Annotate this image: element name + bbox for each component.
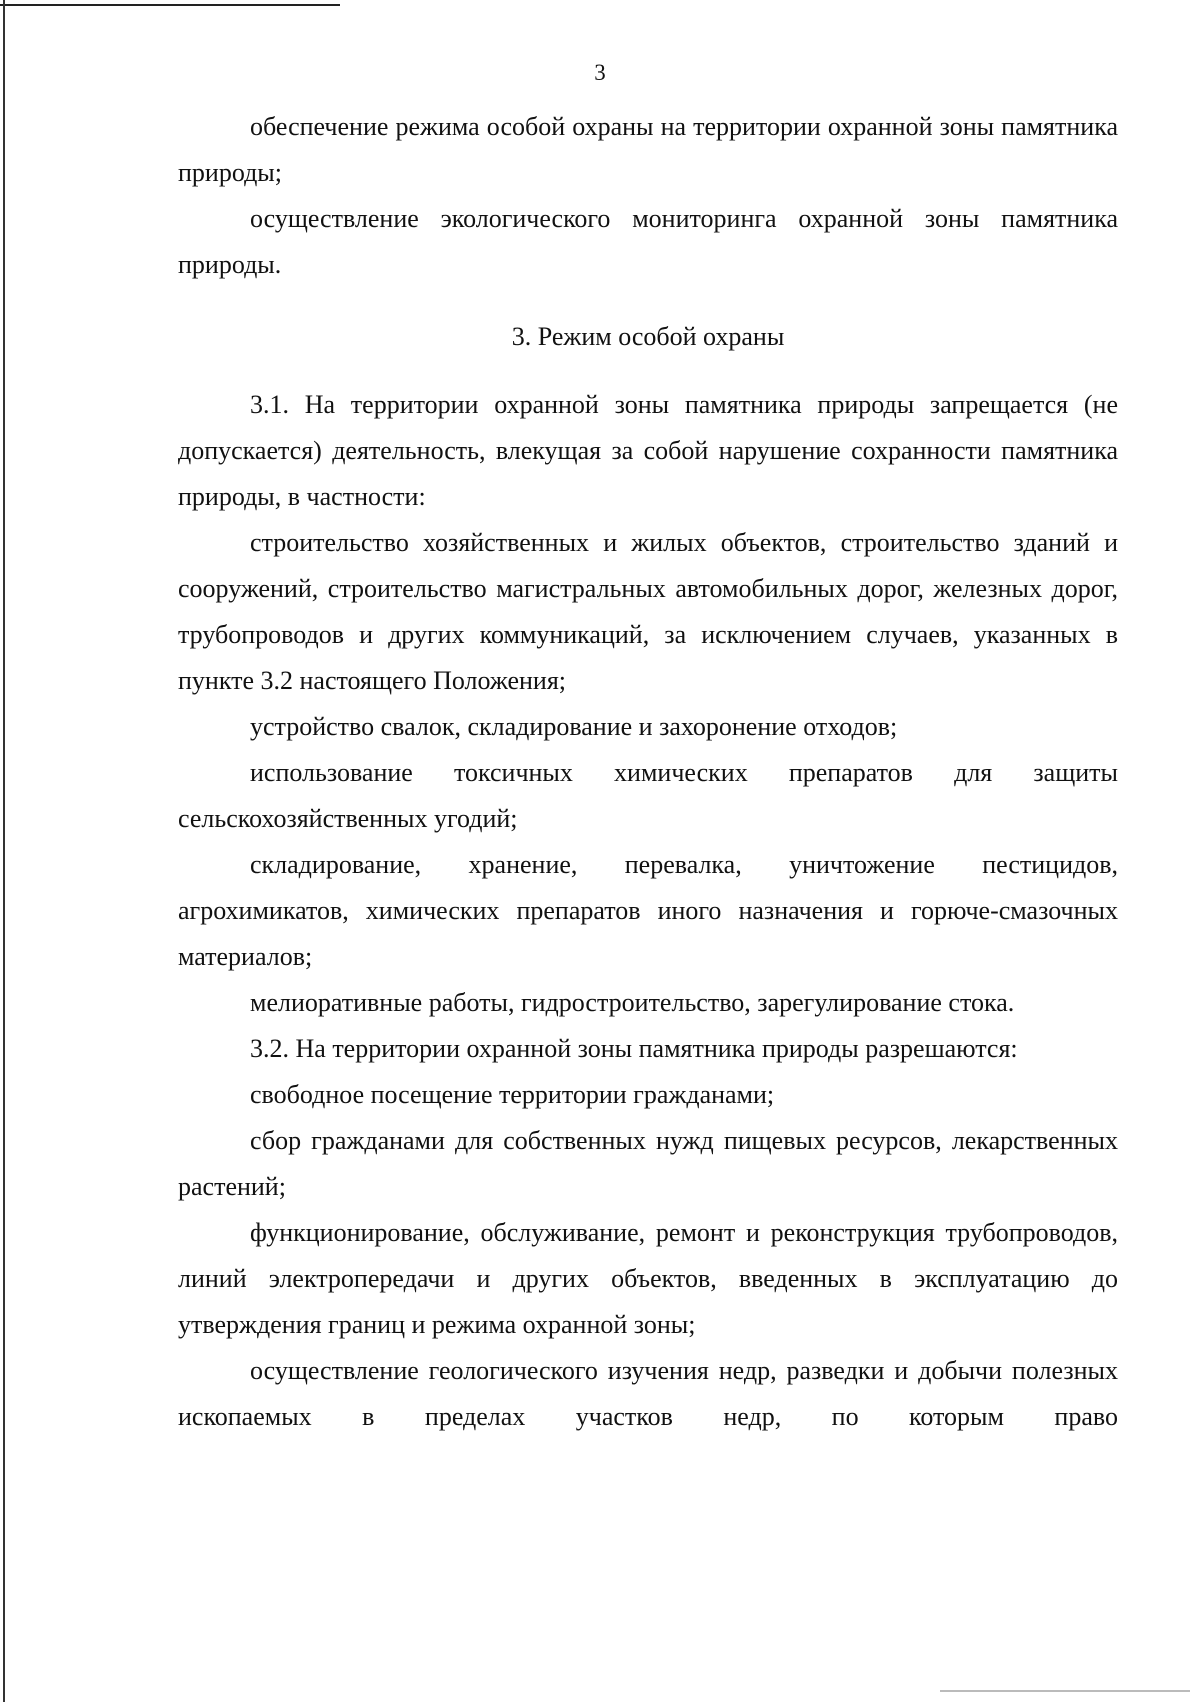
paragraph: использование токсичных химических препаратов для защиты сельскохозяйственных угодий;: [178, 758, 1118, 833]
paragraph: обеспечение режима особой охраны на территории охранной зоны памятника природы;: [178, 112, 1118, 187]
paragraph: сбор гражданами для собственных нужд пищевых ресурсов, лекарственных растений;: [178, 1126, 1118, 1201]
paragraph: складирование, хранение, перевалка, уничтожение пестицидов, агрохимикатов, химических препаратов иного назначения и горюче-смазочных материалов;: [178, 850, 1118, 971]
paragraph: мелиоративные работы, гидростроительство, зарегулирование стока.: [250, 988, 1015, 1017]
section-heading: 3. Режим особой охраны: [511, 322, 785, 351]
scan-edge-left: [3, 0, 5, 1702]
paragraph: осуществление геологического изучения недр, разведки и добычи полезных ископаемых в пределах участков недр, по которым право: [178, 1356, 1118, 1431]
paragraph: функционирование, обслуживание, ремонт и реконструкция трубопроводов, линий электропередачи и других объектов, введенных в эксплуатацию до утверждения границ и режима охранной зоны;: [178, 1218, 1118, 1339]
paragraph: 3.2. На территории охранной зоны памятника природы разрешаются:: [250, 1034, 1018, 1063]
paragraph: устройство свалок, складирование и захоронение отходов;: [250, 712, 898, 741]
scan-edge-top: [0, 4, 340, 6]
document-body: [178, 104, 1118, 1440]
paragraph: осуществление экологического мониторинга охранной зоны памятника природы.: [178, 204, 1118, 279]
paragraph: 3.1. На территории охранной зоны памятника природы запрещается (не допускается) деятельность, влекущая за собой нарушение сохранности памятника природы, в частности:: [178, 390, 1118, 511]
paragraph: свободное посещение территории гражданами;: [250, 1080, 775, 1109]
paragraph: строительство хозяйственных и жилых объектов, строительство зданий и сооружений, строительство магистральных автомобильных дорог, железных дорог, трубопроводов и других коммуникаций, за исключением случаев, указанных в пункте 3.2 настоящего Положения;: [178, 528, 1118, 695]
page-number: 3: [594, 60, 606, 85]
scan-edge-bottom: [940, 1690, 1190, 1692]
